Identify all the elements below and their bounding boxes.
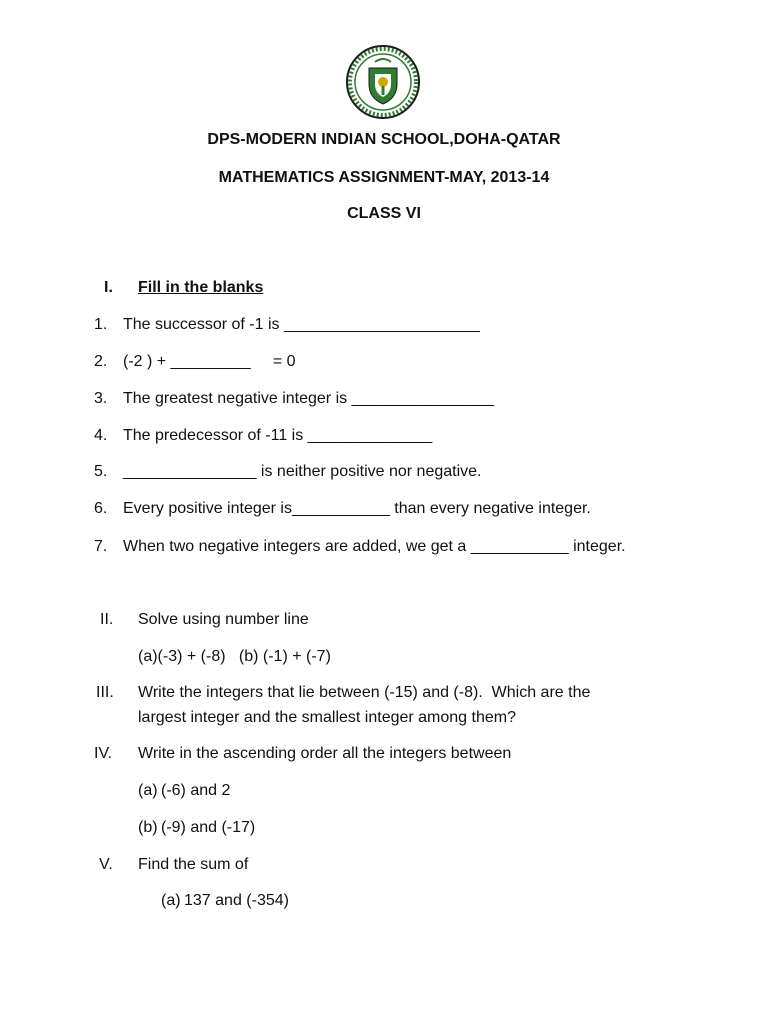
question-text: The predecessor of -11 is ______________ xyxy=(123,427,433,444)
question-number: 7. xyxy=(94,538,108,555)
section-4-title: Write in the ascending order all the integers between xyxy=(138,745,512,762)
question-number: 2. xyxy=(94,353,108,370)
question-number: 1. xyxy=(94,316,108,333)
item-label: (b) xyxy=(138,819,158,836)
class-label: CLASS VI xyxy=(347,205,421,222)
question-text: When two negative integers are added, we get a ___________ integer. xyxy=(123,538,626,555)
item-label: (a) xyxy=(138,782,158,799)
section-4-number: IV. xyxy=(94,745,113,762)
section-2-number: II. xyxy=(100,611,114,628)
question-number: 4. xyxy=(94,427,108,444)
question-text: (-2 ) + _________ = 0 xyxy=(123,353,296,370)
section-3-number: III. xyxy=(96,684,114,701)
section-3-line-2: largest integer and the smallest integer among them? xyxy=(138,709,516,726)
school-name: DPS-MODERN INDIAN SCHOOL,DOHA-QATAR xyxy=(207,131,561,148)
question-text: The successor of -1 is ______________________ xyxy=(123,316,480,333)
question-text: _______________ is neither positive nor negative. xyxy=(123,463,482,480)
question-text: The greatest negative integer is ________________ xyxy=(123,390,494,407)
section-5-number: V. xyxy=(99,856,113,873)
question-number: 3. xyxy=(94,390,108,407)
question-number: 5. xyxy=(94,463,108,480)
item-value: (-9) and (-17) xyxy=(161,819,256,836)
section-1-number: I. xyxy=(104,279,113,296)
section-3-line-1: Write the integers that lie between (-15) and (-8). Which are the xyxy=(138,684,591,701)
item-label: (a) xyxy=(161,892,181,909)
question-text: Every positive integer is___________ than every negative integer. xyxy=(123,500,591,517)
section-1-title: Fill in the blanks xyxy=(138,279,264,296)
item-value: 137 and (-354) xyxy=(184,892,289,909)
section-2-title: Solve using number line xyxy=(138,611,309,628)
section-2-problems: (a)(-3) + (-8) (b) (-1) + (-7) xyxy=(138,648,331,665)
assignment-title: MATHEMATICS ASSIGNMENT-MAY, 2013-14 xyxy=(218,169,550,186)
school-crest-icon xyxy=(345,44,421,120)
question-number: 6. xyxy=(94,500,108,517)
item-value: (-6) and 2 xyxy=(161,782,231,799)
section-5-title: Find the sum of xyxy=(138,856,249,873)
